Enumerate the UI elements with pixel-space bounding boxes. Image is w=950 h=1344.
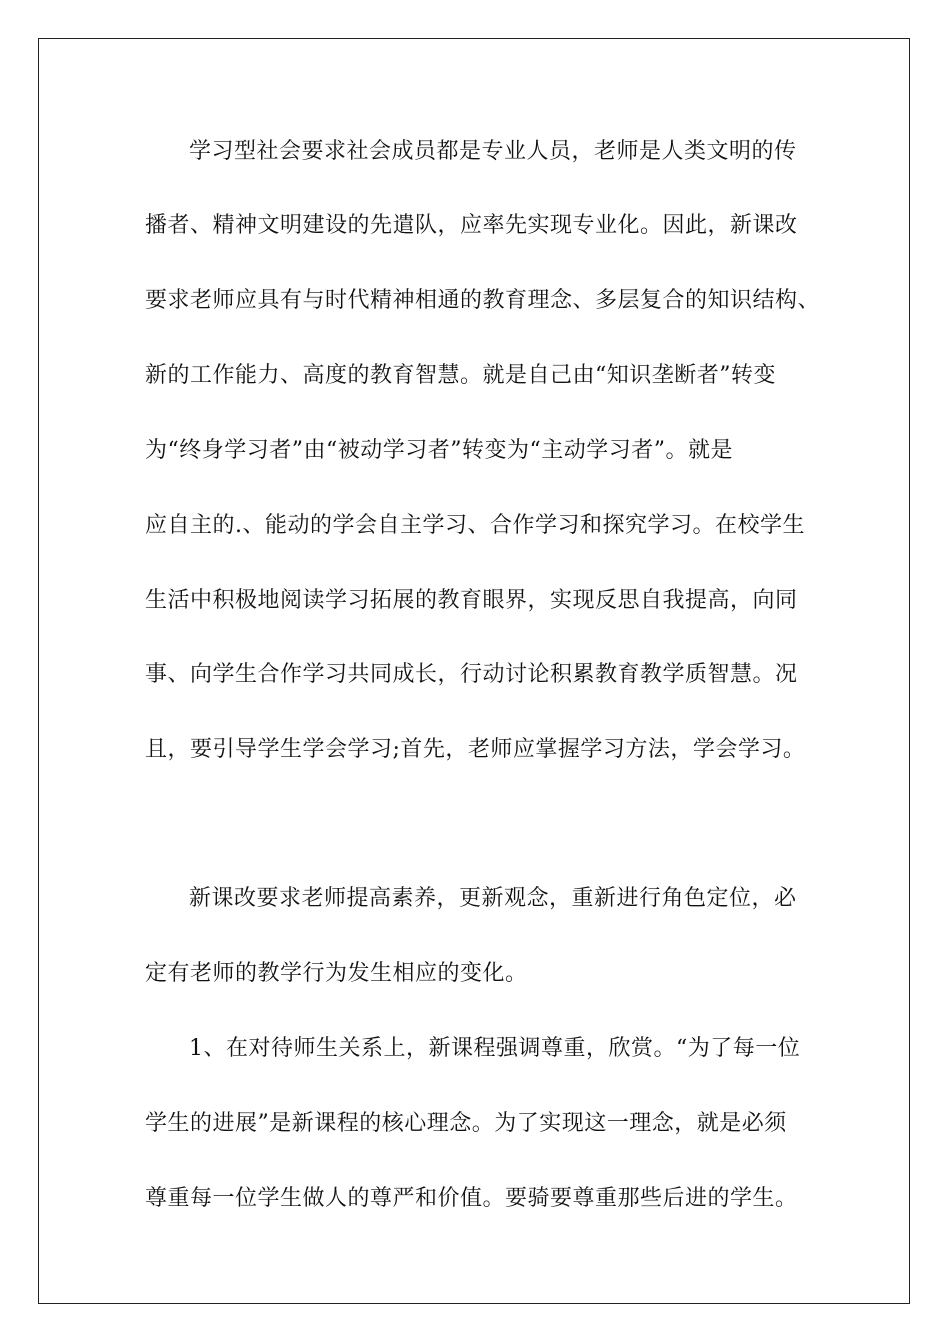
paragraph-1-line-7: 生活中积极地阅读学习拓展的教育眼界，实现反思自我提高，向同 xyxy=(145,588,798,613)
paragraph-1-line-8: 事、向学生合作学习共同成长，行动讨论积累教育教学质智慧。况 xyxy=(145,662,798,687)
paragraph-1-line-3: 要求老师应具有与时代精神相通的教育理念、多层复合的知识结构、 xyxy=(145,288,821,313)
paragraph-2-line-1: 新课改要求老师提高素养，更新观念，重新进行角色定位，必 xyxy=(189,886,797,911)
paragraph-1-line-9: 且，要引导学生学会学习;首先，老师应掌握学习方法，学会学习。 xyxy=(145,737,806,762)
paragraph-1-line-2: 播者、精神文明建设的先遣队，应率先实现专业化。因此，新课改 xyxy=(145,213,798,238)
paragraph-1-line-1: 学习型社会要求社会成员都是专业人员，老师是人类文明的传 xyxy=(189,139,797,164)
paragraph-3-line-3: 尊重每一位学生做人的尊严和价值。要骑要尊重那些后进的学生。 xyxy=(145,1186,798,1211)
paragraph-2-line-2: 定有老师的教学行为发生相应的变化。 xyxy=(145,961,528,986)
paragraph-3-line-1: 1、在对待师生关系上，新课程强调尊重，欣赏。“为了每一位 xyxy=(189,1036,801,1061)
paragraph-3-line-2: 学生的进展”是新课程的核心理念。为了实现这一理念，就是必须 xyxy=(145,1111,787,1136)
paragraph-1-line-4: 新的工作能力、高度的教育智慧。就是自己由“知识垄断者”转变 xyxy=(145,363,776,388)
paragraph-1-line-5: 为“终身学习者”由“被动学习者”转变为“主动学习者”。就是 xyxy=(145,438,733,463)
paragraph-1-line-6: 应自主的.、能动的学会自主学习、合作学习和探究学习。在校学生 xyxy=(145,513,805,538)
